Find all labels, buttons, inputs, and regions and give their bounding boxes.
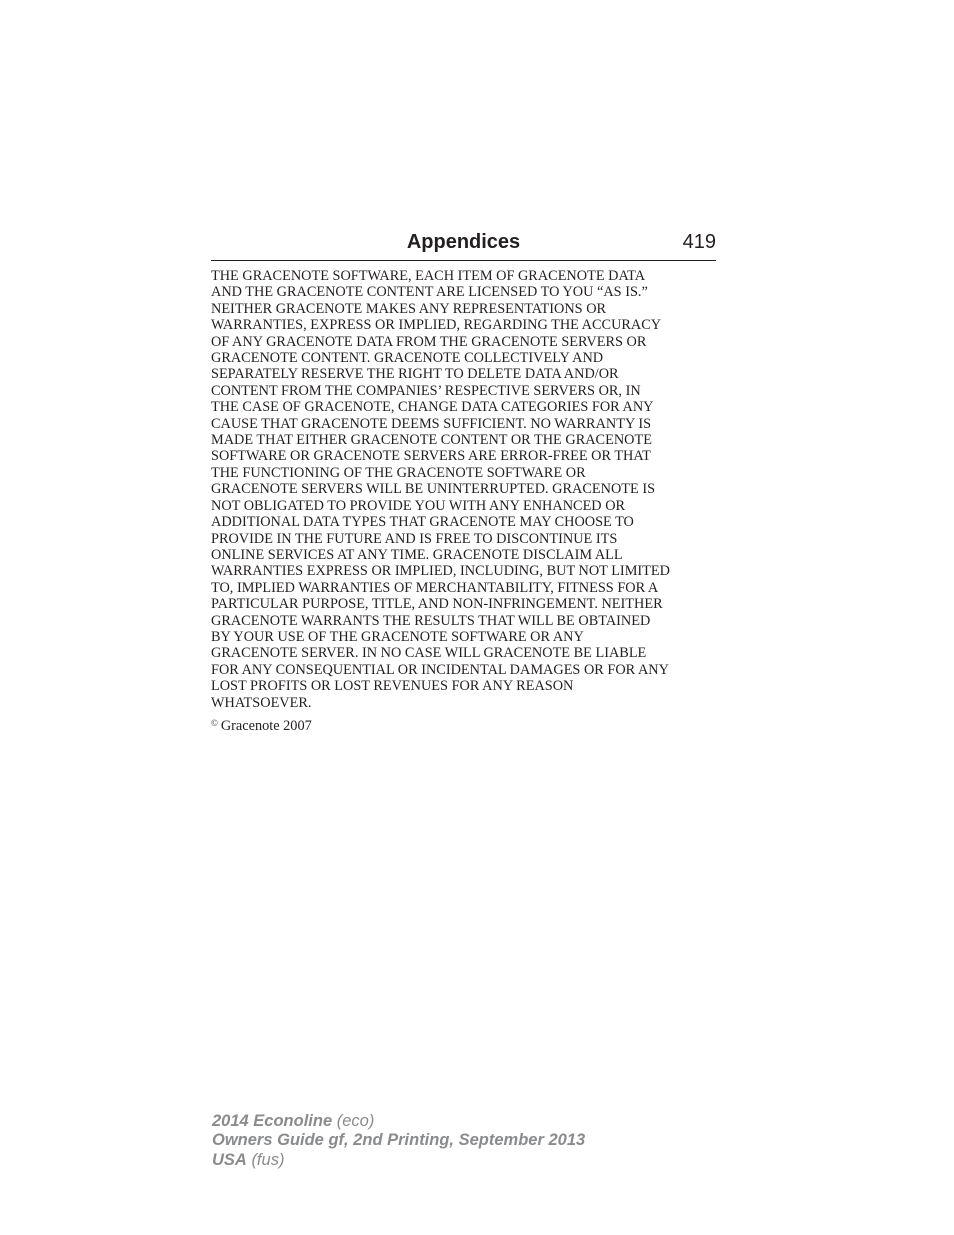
paragraph-line: THE CASE OF GRACENOTE, CHANGE DATA CATEGORIES FOR ANY [211,399,654,416]
paragraph-line: OF ANY GRACENOTE DATA FROM THE GRACENOTE SERVERS OR [211,333,647,350]
paragraph-line: CAUSE THAT GRACENOTE DEEMS SUFFICIENT. NO WARRANTY IS [211,415,652,432]
paragraph-line: PARTICULAR PURPOSE, TITLE, AND NON-INFRINGEMENT. NEITHER [211,596,663,613]
copyright-notice [211,715,312,734]
license-disclaimer-paragraph [211,268,721,711]
footer-market-line [212,1151,585,1170]
paragraph-line: WARRANTIES EXPRESS OR IMPLIED, INCLUDING, BUT NOT LIMITED [211,563,670,580]
paragraph-line: NEITHER GRACENOTE MAKES ANY REPRESENTATIONS OR [211,300,607,317]
paragraph-line: CONTENT FROM THE COMPANIES’ RESPECTIVE SERVERS OR, IN [211,382,641,399]
copyright-text: Gracenote 2007 [220,718,312,734]
paragraph-line: FOR ANY CONSEQUENTIAL OR INCIDENTAL DAMAGES OR FOR ANY [211,661,669,678]
page-number: 419 [682,231,716,253]
paragraph-line: GRACENOTE SERVER. IN NO CASE WILL GRACENOTE BE LIABLE [211,645,647,662]
paragraph-line: AND THE GRACENOTE CONTENT ARE LICENSED TO YOU “AS IS.” [211,284,648,301]
section-title: Appendices [406,231,521,253]
paragraph-line: LOST PROFITS OR LOST REVENUES FOR ANY REASON [211,678,574,695]
paragraph-line: TO, IMPLIED WARRANTIES OF MERCHANTABILITY, FITNESS FOR A [211,579,659,596]
footer-model-code: (eco) [336,1112,375,1130]
paragraph-line: MADE THAT EITHER GRACENOTE CONTENT OR THE GRACENOTE [211,432,652,449]
paragraph-line: BY YOUR USE OF THE GRACENOTE SOFTWARE OR ANY [211,628,584,645]
paragraph-line: ADDITIONAL DATA TYPES THAT GRACENOTE MAY CHOOSE TO [211,514,634,531]
paragraph-line: THE GRACENOTE SOFTWARE, EACH ITEM OF GRACENOTE DATA [211,268,646,284]
paragraph-line: NOT OBLIGATED TO PROVIDE YOU WITH ANY ENHANCED OR [211,497,626,514]
paragraph-line: ONLINE SERVICES AT ANY TIME. GRACENOTE DISCLAIM ALL [211,546,623,563]
page-header [211,228,716,261]
footer-market-code: (fus) [251,1150,285,1169]
paragraph-line: SOFTWARE OR GRACENOTE SERVERS ARE ERROR-FREE OR THAT [211,448,651,465]
paragraph-line: WHATSOEVER. [211,694,312,711]
paragraph-line: THE FUNCTIONING OF THE GRACENOTE SOFTWARE OR [211,464,586,481]
page-footer [212,1112,585,1170]
paragraph-line: GRACENOTE CONTENT. GRACENOTE COLLECTIVELY AND [211,350,604,367]
footer-model: 2014 Econoline [212,1112,333,1130]
paragraph-line: WARRANTIES, EXPRESS OR IMPLIED, REGARDING THE ACCURACY [211,317,662,334]
copyright-symbol: © [211,718,218,728]
paragraph-line: GRACENOTE WARRANTS THE RESULTS THAT WILL BE OBTAINED [211,612,651,629]
footer-model-line [212,1112,585,1131]
paragraph-line: GRACENOTE SERVERS WILL BE UNINTERRUPTED. GRACENOTE IS [211,481,656,498]
paragraph-line: PROVIDE IN THE FUTURE AND IS FREE TO DISCONTINUE ITS [211,530,618,547]
paragraph-line: SEPARATELY RESERVE THE RIGHT TO DELETE DATA AND/OR [211,366,619,383]
footer-market: USA [212,1150,247,1169]
footer-guide: Owners Guide gf, 2nd Printing, September 2013 [212,1131,586,1150]
